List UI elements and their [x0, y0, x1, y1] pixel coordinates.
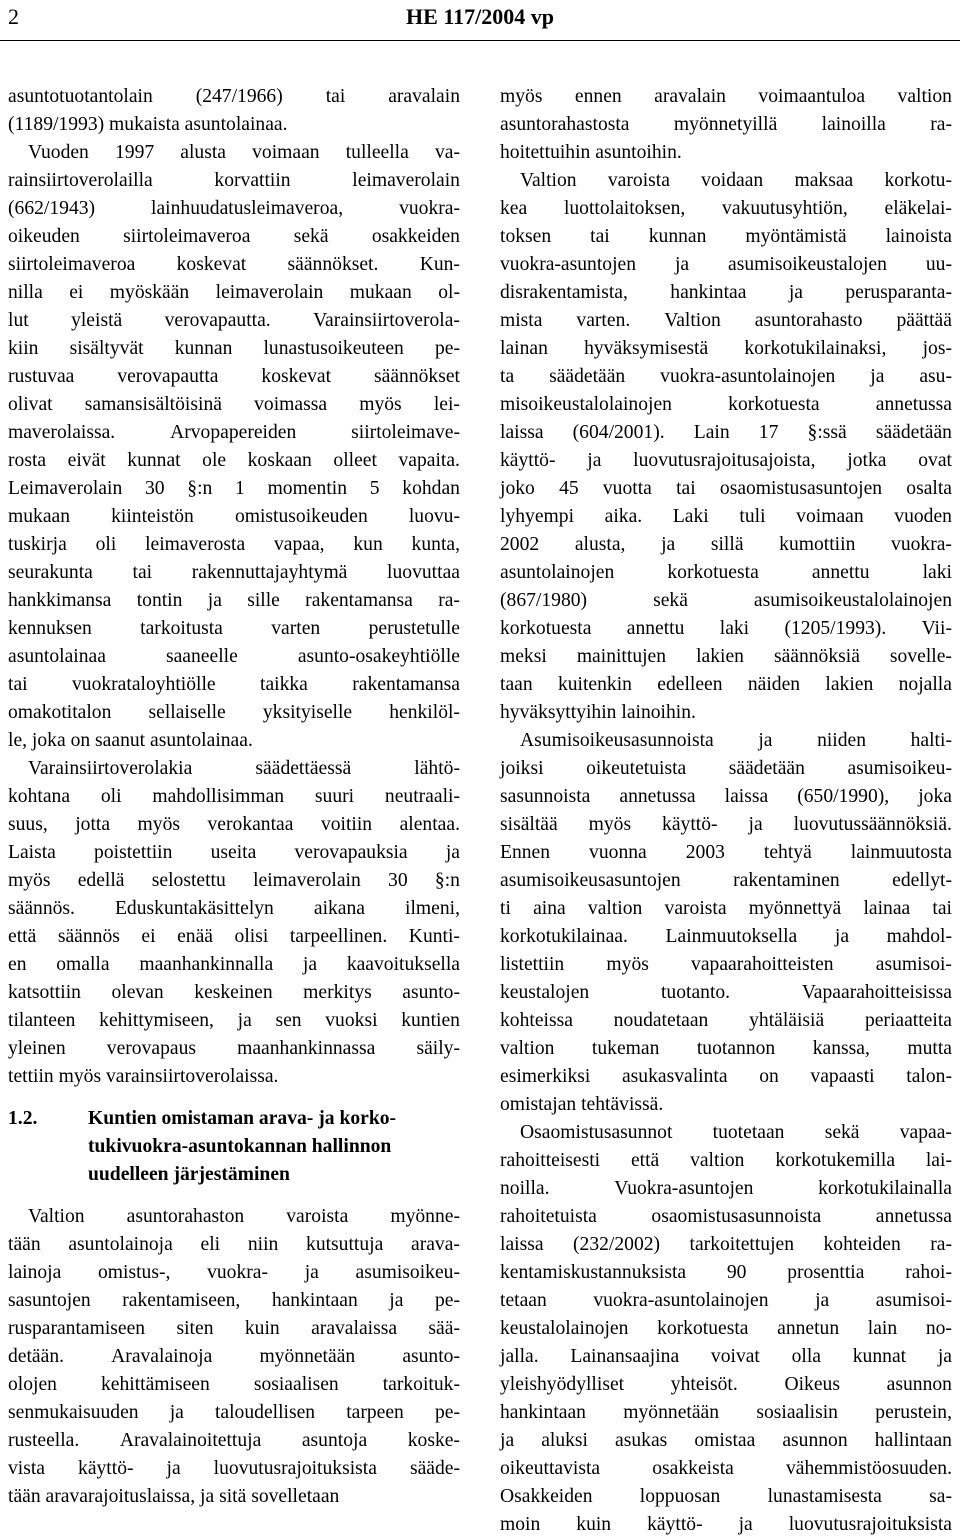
text-line: hankkimansa tontin ja sille rakentamansa ra- [8, 590, 460, 611]
text-line: joko 45 vuotta tai osaomistusasuntojen osalta [500, 478, 952, 499]
text-line: Asumisoikeusasunnoista ja niiden halti- [520, 730, 952, 751]
text-line: Valtion asuntorahaston varoista myönne- [28, 1206, 460, 1227]
document-id: HE 117/2004 vp [406, 4, 554, 29]
text-line: Varainsiirtoverolakia säädettäessä lähtö- [28, 758, 460, 779]
text-line: Vuoden 1997 alusta voimaan tulleella va- [28, 142, 460, 163]
text-line: hoitettuihin asuntoihin. [500, 142, 682, 163]
page-number: 2 [8, 4, 19, 29]
text-line: 2002 alusta, ja sillä kumottiin vuokra- [500, 534, 952, 555]
text-line: mukaan kiinteistön omistusoikeuden luovu- [8, 506, 460, 527]
text-line: sasuntojen rakentamiseen, hankintaan ja pe- [8, 1290, 460, 1311]
text-line: asuntolainaa saaneelle asunto-osakeyhtiölle [8, 646, 460, 667]
text-line: tään asuntolainoja eli niin kutsuttuja arava- [8, 1234, 460, 1255]
text-line: misoikeustalolainojen korkotuesta annetussa [500, 394, 952, 415]
text-line: Osaomistusasunnot tuotetaan sekä vapaa- [520, 1122, 952, 1143]
text-line: myös ennen aravalain voimaantuloa valtion [500, 86, 952, 107]
text-line: laissa (604/2001). Lain 17 §:ssä säädetään [500, 422, 952, 443]
text-line: toksen tai kunnan myöntämistä lainoista [500, 226, 952, 247]
text-line: rosta eivät kunnat ole koskaan olleet vapaita. [8, 450, 460, 471]
text-line: sasunnoista annetussa laissa (650/1990), joka [500, 786, 952, 807]
paragraph [500, 1119, 952, 1539]
text-line: oikeuttavista osakkeista vähemmistöosuuden. [500, 1458, 952, 1479]
text-line: sisältää myös käyttö- ja luovutussäännöksiä. [500, 814, 952, 835]
text-line: ti aina valtion varoista myönnettyä lainaa tai [500, 898, 952, 919]
text-line: Leimaverolain 30 §:n 1 momentin 5 kohdan [8, 478, 460, 499]
paragraph [500, 83, 952, 167]
text-line: yleishyödylliset yhteisöt. Oikeus asunnon [500, 1374, 952, 1395]
text-line: maverolaissa. Arvopapereiden siirtoleimave- [8, 422, 460, 443]
text-line: oikeuden siirtoleimaveroa sekä osakkeiden [8, 226, 460, 247]
text-line: nilla ei myöskään leimaverolain mukaan ol- [8, 282, 460, 303]
text-line: tään aravarajoituslaissa, ja sitä sovelletaan [8, 1486, 340, 1507]
text-line: Valtion varoista voidaan maksaa korkotu- [520, 170, 952, 191]
text-line: laissa (232/2002) tarkoitettujen kohteiden ra- [500, 1234, 952, 1255]
text-line: noilla. Vuokra-asuntojen korkotukilainalla [500, 1178, 952, 1199]
section-heading-line [8, 1105, 460, 1133]
paragraph [8, 139, 460, 755]
text-line: asuntorahastosta myönnetyillä lainoilla ra- [500, 114, 952, 135]
text-line: siirtoleimaveroa koskevat säännökset. Kun- [8, 254, 460, 275]
text-line: korkotuesta annettu laki (1205/1993). Vii- [500, 618, 952, 639]
text-line: detään. Aravalainoja myönnetään asunto- [8, 1346, 460, 1367]
text-line: tilanteen kehittymiseen, ja sen vuoksi kuntien [8, 1010, 460, 1031]
text-line: korkotukilainaa. Lainmuutoksella ja mahdol- [500, 926, 952, 947]
text-line: kennuksen tarkoitusta varten perustetulle [8, 618, 460, 639]
text-line: käyttö- ja luovutusrajoitusajoista, jotka ovat [500, 450, 952, 471]
text-line: valtion tukeman tuotannon kanssa, mutta [500, 1038, 952, 1059]
section-title-line: Kuntien omistaman arava- ja korko- [88, 1108, 397, 1129]
text-line: disrakentamista, hankintaa ja perusparanta- [500, 282, 952, 303]
text-line: rahoitteisesti että valtion korkotukemilla lai- [500, 1150, 952, 1171]
text-line: rahoitetuista osaomistusasunnoista annetussa [500, 1206, 952, 1227]
text-line: rainsiirtoverolailla korvattiin leimaverolain [8, 170, 460, 191]
text-line: lainoja omistus-, vuokra- ja asumisoikeu- [8, 1262, 460, 1283]
text-line: tettiin myös varainsiirtoverolaissa. [8, 1066, 279, 1087]
text-line: mista varten. Valtion asuntorahasto päättää [500, 310, 952, 331]
section-title-line: tukivuokra-asuntokannan hallinnon [88, 1136, 392, 1157]
text-line: rusteella. Aravalainoitettuja asuntoja koske- [8, 1430, 460, 1451]
text-line: ta säädetään vuokra-asuntolainojen ja asu- [500, 366, 952, 387]
right-column [500, 83, 952, 1539]
left-column [8, 83, 460, 1511]
page-header [0, 0, 960, 40]
section-heading [8, 1105, 460, 1189]
text-line: vista käyttö- ja luovutusrajoituksista sääde- [8, 1458, 460, 1479]
text-line: ja aluksi asukas omistaa asunnon hallintaan [500, 1430, 952, 1451]
text-line: asuntolainojen korkotuesta annettu laki [500, 562, 952, 583]
text-line: jalla. Lainansaajina voivat olla kunnat ja [500, 1346, 952, 1367]
text-line: hyväksyttyihin lainoihin. [500, 702, 696, 723]
text-line: yleinen verovapaus maanhankinnassa säily- [8, 1038, 460, 1059]
text-line: le, joka on saanut asuntolainaa. [8, 730, 253, 751]
text-line: tetaan vuokra-asuntolainojen ja asumisoi- [500, 1290, 952, 1311]
text-line: Osakkeiden loppuosan lunastamisesta sa- [500, 1486, 952, 1507]
text-line: asuntotuotantolain (247/1966) tai aravalain [8, 86, 460, 107]
section-number: 1.2. [8, 1108, 38, 1129]
text-line: asumisoikeusasuntojen rakentaminen edellyt- [500, 870, 952, 891]
text-line: myös edellä selostettu leimaverolain 30 §:n [8, 870, 460, 891]
text-line: rusparantamiseen siten kuin aravalaissa sää- [8, 1318, 460, 1339]
text-line: kentamiskustannuksista 90 prosenttia rahoi- [500, 1262, 952, 1283]
text-line: suus, jotta myös verokantaa voitiin alentaa. [8, 814, 460, 835]
text-line: keustalojen tuotanto. Vapaarahoitteisissa [500, 982, 952, 1003]
paragraph [500, 167, 952, 727]
text-line: en omalla maanhankinnalla ja kaavoituksella [8, 954, 460, 975]
section-title-line: uudelleen järjestäminen [88, 1164, 290, 1185]
text-line: lyhyempi aika. Laki tuli voimaan vuoden [500, 506, 952, 527]
text-line: (662/1943) lainhuudatusleimaveroa, vuokra- [8, 198, 460, 219]
text-line: että säännös ei enää olisi tarpeellinen. Kunti- [8, 926, 460, 947]
text-line: (867/1980) sekä asumisoikeustalolainojen [500, 590, 952, 611]
section-heading-line [8, 1133, 460, 1161]
text-line: kiin sisältyvät kunnan lunastusoikeuteen pe- [8, 338, 460, 359]
text-line: omistajan tehtävissä. [500, 1094, 664, 1115]
text-line: joiksi oikeutetuista säädetään asumisoikeu- [500, 758, 952, 779]
text-line: listettiin myös vapaarahoitteisten asumisoi- [500, 954, 952, 975]
text-line: seurakunta tai rakennuttajayhtymä luovuttaa [8, 562, 460, 583]
text-line: katsottiin olevan keskeinen merkitys asunto- [8, 982, 460, 1003]
header-rule [0, 40, 960, 41]
paragraph [8, 755, 460, 1091]
paragraph [500, 727, 952, 1119]
text-line: senmukaisuuden ja taloudellisen tarpeen pe- [8, 1402, 460, 1423]
paragraph [8, 1203, 460, 1511]
text-line: kea luottolaitoksen, vakuutusyhtiön, eläkelai- [500, 198, 952, 219]
text-line: hankintaan myönnetään sosiaalisin perustein, [500, 1402, 952, 1423]
text-line: kohtana oli mahdollisimman suuri neutraali- [8, 786, 460, 807]
text-line: esimerkiksi asukasvalinta on vapaasti talon- [500, 1066, 952, 1087]
text-line: keustalolainojen korkotuesta annetun lain no- [500, 1318, 952, 1339]
text-line: tuskirja oli leimaverosta vapaa, kun kunta, [8, 534, 460, 555]
text-line: moin kuin käyttö- ja luovutusrajoituksista [500, 1514, 952, 1535]
text-line: säännös. Eduskuntakäsittelyn aikana ilmeni, [8, 898, 460, 919]
section-heading-line [8, 1161, 460, 1189]
text-line: taan kuitenkin edelleen näiden lakien nojalla [500, 674, 952, 695]
text-line: omakotitalon sellaiselle yksityiselle henkilöl- [8, 702, 460, 723]
text-line: kohteissa noudatetaan yhtäläisiä periaatteita [500, 1010, 952, 1031]
text-line: lut yleistä verovapautta. Varainsiirtoverola- [8, 310, 460, 331]
text-line: (1189/1993) mukaista asuntolainaa. [8, 114, 288, 135]
text-line: meksi mainittujen lakien säännöksiä sovelle- [500, 646, 952, 667]
text-line: vuokra-asuntojen ja asumisoikeustalojen uu- [500, 254, 952, 275]
text-line: lainan hyväksymisestä korkotukilainaksi, jos- [500, 338, 952, 359]
text-line: olivat samansisältöisinä voimassa myös lei- [8, 394, 460, 415]
text-line: Ennen vuonna 2003 tehtyä lainmuutosta [500, 842, 952, 863]
paragraph [8, 83, 460, 139]
text-line: rustuvaa verovapautta koskevat säännökset [8, 366, 460, 387]
text-line: olojen kehittämiseen sosiaalisen tarkoituk- [8, 1374, 460, 1395]
text-line: Laista poistettiin useita verovapauksia ja [8, 842, 460, 863]
text-line: tai vuokrataloyhtiölle taikka rakentamansa [8, 674, 460, 695]
